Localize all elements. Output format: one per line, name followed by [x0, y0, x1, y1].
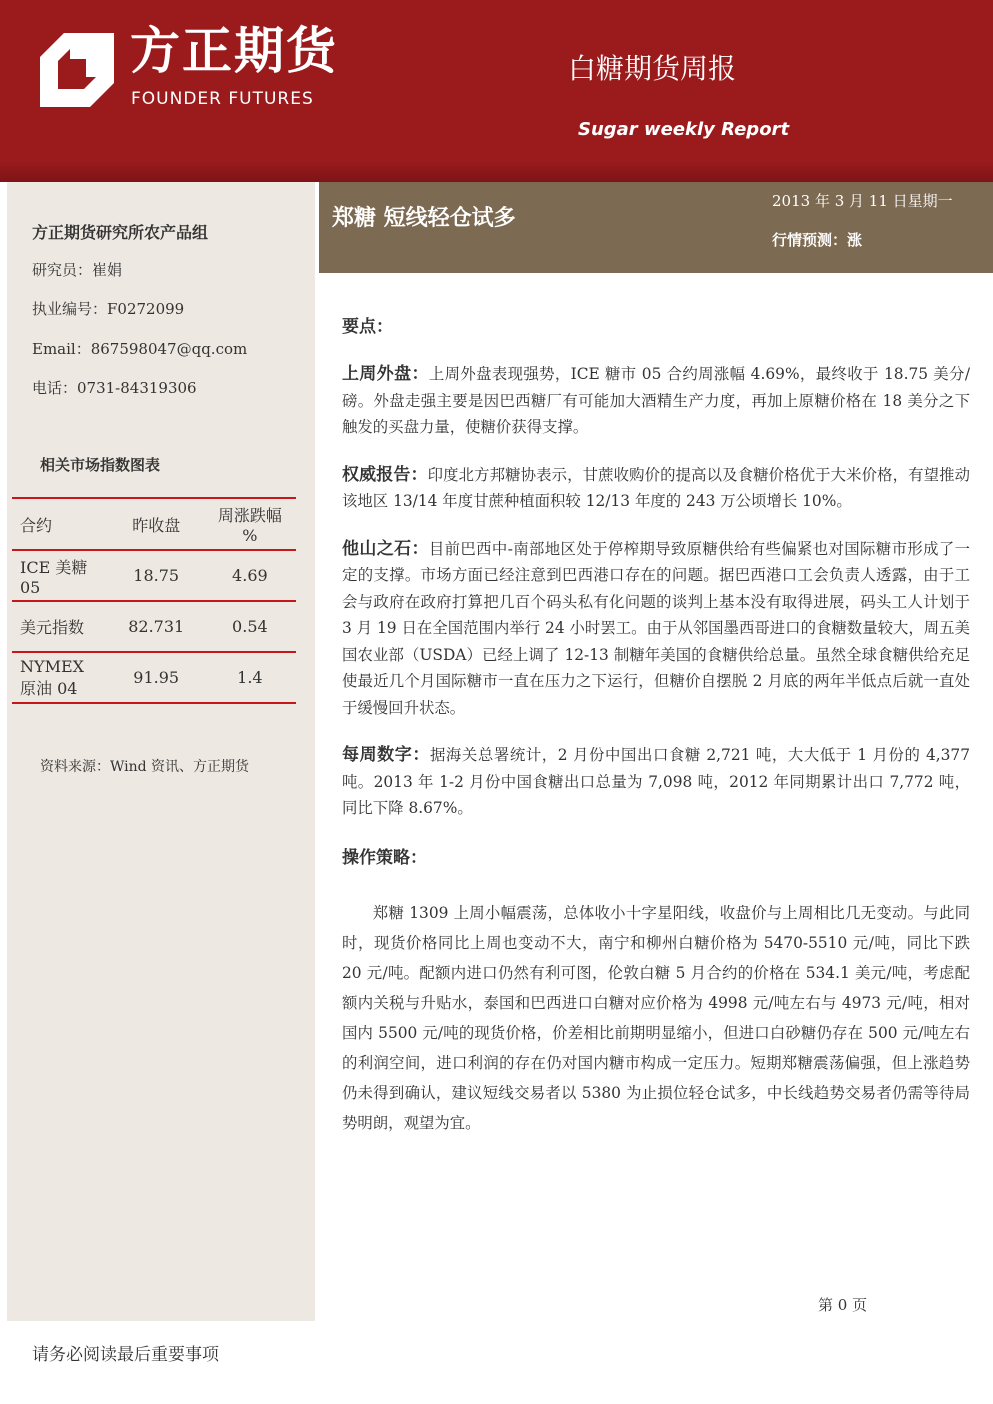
- market-index-table: [12, 497, 296, 704]
- data-source: 资料来源：Wind 资讯、方正期货: [40, 759, 250, 775]
- sidebar-table-title: 相关市场指数图表: [40, 456, 161, 474]
- market-forecast: 行情预测：涨: [772, 231, 863, 249]
- sidebar-org: 方正期货研究所农产品组: [32, 223, 209, 242]
- report-date: 2013 年 3 月 11 日星期一: [772, 192, 953, 210]
- section-overseas-market: [342, 361, 970, 441]
- table-cell: NYMEX 原油 04: [12, 652, 109, 703]
- strategy-text: 郑糖 1309 上周小幅震荡，总体收小十字星阳线，收盘价与上周相比几无变动。与此同时，现货价格同比上周也变动不大，南宁和柳州白糖价格为 5470-5510 元/吨，同比下跌 20 元/吨。配额内进口仍然有利可图，伦敦白糖 5 月合约的价格在 534.1 美元/吨，考虑配额内关税与升贴水，泰国和巴西进口白糖对应价格为 4998 元/吨左右与 4973 元/吨，相对国内 5500 元/吨的现货价格，价差相比前期明显缩小，但进口白砂糖仍存在 500 元/吨左右的利润空间，进口利润的存在仍对国内糖市构成一定压力。短期郑糖震荡偏强，但上涨趋势仍未得到确认，建议短线交易者以 5380 为止损位轻仓试多，中长线趋势交易者仍需等待局势明朗，观望为宜。: [342, 903, 970, 1132]
- table-cell: 82.731: [109, 601, 204, 652]
- disclaimer-note: 请务必阅读最后重要事项: [32, 1345, 219, 1365]
- table-row: [12, 652, 296, 703]
- main-content: [342, 312, 970, 1138]
- table-cell: ICE 美糖 05: [12, 550, 109, 601]
- section-lead: 每周数字：: [342, 745, 430, 765]
- table-cell: 0.54: [204, 601, 296, 652]
- table-header-cell: 周涨跌幅 %: [204, 498, 296, 550]
- section-weekly-numbers: [342, 742, 970, 822]
- strategy-heading: 操作策略：: [342, 847, 427, 868]
- table-cell: 4.69: [204, 550, 296, 601]
- sidebar: [7, 182, 315, 1321]
- table-header-row: [12, 498, 296, 550]
- section-other-markets: [342, 536, 970, 722]
- report-title-en: Sugar weekly Report: [578, 119, 790, 140]
- page-number: 第 0 页: [818, 1296, 868, 1314]
- table-cell: 1.4: [204, 652, 296, 703]
- section-text: 印度北方邦糖协表示，甘蔗收购价的提高以及食糖价格优于大米价格，有望推动该地区 13/14 年度甘蔗种植面积较 12/13 年度的 243 万公顷增长 10%。: [342, 465, 970, 510]
- report-title-cn: 白糖期货周报: [568, 52, 737, 85]
- headline-bar: [319, 182, 993, 273]
- table-row: [12, 550, 296, 601]
- founder-logo-icon: [40, 33, 114, 107]
- section-authority-report: [342, 462, 970, 515]
- table-header-cell: 合约: [12, 498, 109, 550]
- section-lead: 权威报告：: [342, 464, 428, 485]
- sidebar-license: 执业编号：F0272099: [32, 300, 185, 318]
- header-shade: [0, 160, 993, 182]
- table-cell: 18.75: [109, 550, 204, 601]
- table-row: [12, 601, 296, 652]
- table-cell: 91.95: [109, 652, 204, 703]
- section-lead: 他山之石：: [342, 538, 429, 559]
- section-text: 据海关总署统计，2 月份中国出口食糖 2,721 吨，大大低于 1 月份的 4,377 吨。2013 年 1-2 月份中国食糖出口总量为 7,098 吨，2012 年同期累计出口 7,772 吨，同比下降 8.67%。: [342, 746, 971, 817]
- table-cell: 美元指数: [12, 601, 109, 652]
- sidebar-email: Email：867598047@qq.com: [32, 340, 248, 358]
- headline: 郑糖 短线轻仓试多: [332, 206, 516, 231]
- table-header-cell: 昨收盘: [109, 498, 204, 550]
- section-text: 目前巴西中-南部地区处于停榨期导致原糖供给有些偏紧也对国际糖市形成了一定的支撑。市场方面已经注意到巴西港口存在的问题。据巴西港口工会负责人透露，由于工会与政府在政府打算把几百个码头私有化问题的谈判上基本没有取得进展，码头工人计划于 3 月 19 日在全国范围内举行 24 小时罢工。由于从邻国墨西哥进口的食糖数量较大，周五美国农业部（USDA）已经上调了 12-13 制糖年美国的食糖供给总量。虽然全球食糖供给充足使最近几个月国际糖市一直在压力之下运行，但糖价自摆脱 2 月底的两年半低点后就一直处于缓慢回升状态。: [342, 539, 971, 717]
- logo-text-cn: 方正期货: [130, 22, 338, 80]
- key-points-heading: 要点：: [342, 317, 393, 337]
- report-header: [0, 0, 993, 182]
- section-lead: 上周外盘：: [342, 364, 429, 384]
- section-text: 上周外盘表现强势，ICE 糖市 05 合约周涨幅 4.69%，最终收于 18.75 美分/磅。外盘走强主要是因巴西糖厂有可能加大酒精生产力度，再加上原糖价格在 18 美分之下触发的买盘力量，使糖价获得支撑。: [342, 365, 971, 436]
- logo-text-en: FOUNDER FUTURES: [131, 89, 314, 109]
- sidebar-phone: 电话：0731-84319306: [32, 379, 197, 397]
- sidebar-analyst: 研究员：崔娟: [32, 261, 123, 279]
